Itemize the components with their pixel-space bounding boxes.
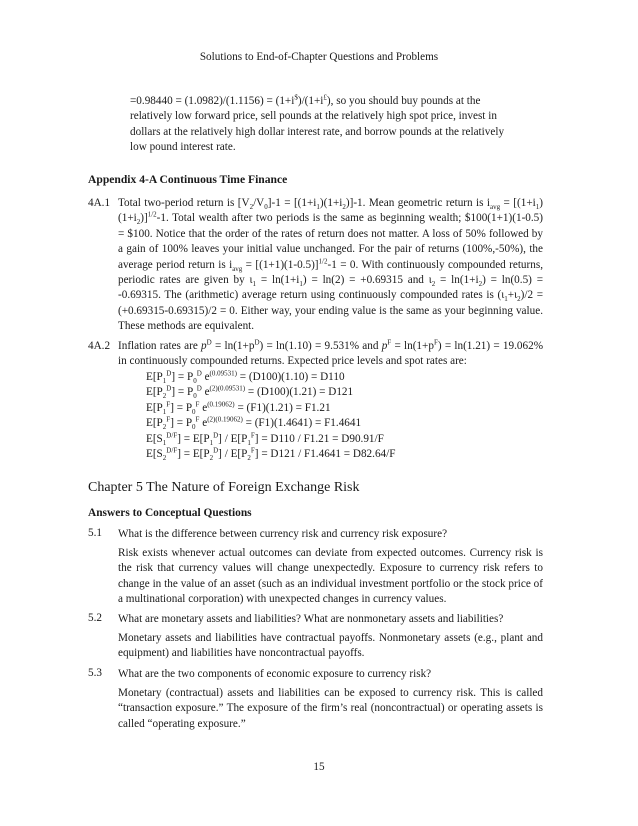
section-title: Answers to Conceptual Questions	[88, 507, 252, 519]
question-number: 5.3	[88, 667, 102, 679]
problem-number: 4A.1	[88, 197, 111, 209]
question-number: 5.2	[88, 612, 102, 624]
equation-line: $E[S_2^{D/F}] = E[P_2^D] / E[P_2^F] = D121 / F1.4641 = D82.64/F$	[146, 446, 396, 463]
question-text: What is the difference between currency risk and currency risk exposure?	[118, 528, 448, 540]
question-number: 5.1	[88, 527, 102, 539]
answer-4a1: Total two-period return is $[V_2/V_0]-1 = [(1+i_1)(1+i_2)]-1$. Mean geometric return is $i_{avg} = [(1+i_1)(1+i_2)]^{1/2}-1$. Total wealth after two periods is the same as beginning wealth; $100(1+1)(1-0.5) = $100. Notice that the order of the rates of return does not matter. A loss of 50% followed by a gain of 100% leaves your initial value unchanged. For the pair of returns (100%,-50%), the average period return is $i_{avg} = [(1+1)(1-0.5)]^{1/2}-1 = 0$. With continuously compounded returns, periodic rates are given by $\iota_1 = \ln(1+i_1) = \ln(2) = +0.69315$ and $\iota_2 = \ln(1+i_2) = \ln(0.5) = -0.69315$. The (arithmetic) average return using continuously compounded rates is $(\iota_1+\iota_2)/2 = (+0.69315-0.69315)/2 = 0$. Either way, your ending value is the same as your beginning value. These methods are equivalent.	[118, 197, 544, 333]
chapter-title: Chapter 5 The Nature of Foreign Exchange Risk	[88, 480, 360, 495]
question-text: What are the two components of economic exposure to currency risk?	[118, 668, 432, 680]
equation-line: $E[P_1^F] = P_0^F$ $e^{(0.19062)} = (F1)(1.21) = F1.21$	[146, 400, 331, 417]
page-number: 15	[313, 761, 325, 773]
price-level-equations	[146, 370, 395, 462]
question-text: What are monetary assets and liabilities? What are nonmonetary assets and liabilities?	[118, 613, 504, 625]
equation-line: $E[P_2^D] = P_0^D$ $e^{(2)(0.09531)} = (D100)(1.21) = D121$	[146, 384, 354, 401]
answer-4a2: Inflation rates are $p^D = \ln(1+p^D) = \ln(1.10) = 9.531\%$ and $p^F = \ln(1+p^F) = \ln(1.21) = 19.062\%$ in continuously compounded returns. Expected price levels and spot rates are:	[118, 338, 544, 368]
problem-number: 4A.2	[88, 340, 111, 352]
continuation-paragraph: =0.98440 = (1.0982)/(1.1156) = (1+i$)/(1+i£), so you should buy pounds at the relatively low forward price, sell pounds at the relatively high spot price, invest in dollars at the relatively high dollar interest rate, and borrow pounds at the relatively low pound interest rate.	[130, 93, 505, 154]
answer-text: Monetary (contractual) assets and liabilities can be exposed to currency risk. This is called “transaction exposure.” The exposure of the firm’s real (noncontractual) or operating assets is called “operating exposure.”	[118, 687, 543, 730]
equation-line: $E[S_1^{D/F}] = E[P_1^D] / E[P_1^F] = D110 / F1.21 = D90.91/F$	[146, 430, 384, 447]
answer-text: Monetary assets and liabilities have contractual payoffs. Nonmonetary assets (e.g., plant and equipment) and liabilities have noncontractual payoffs.	[118, 632, 543, 660]
running-header: Solutions to End-of-Chapter Questions and Problems	[199, 51, 439, 63]
equation-line: $E[P_2^F] = P_0^F$ $e^{(2)(0.19062)} = (F1)(1.4641) = F1.4641$	[146, 415, 362, 432]
appendix-title: Appendix 4-A Continuous Time Finance	[88, 173, 288, 186]
answer-text: Risk exists whenever actual outcomes can deviate from expected outcomes. Currency risk is the risk that currency values will change unexpectedly. Exposure to currency risk refers to change in the value of an asset (such as an individual investment portfolio or the stock price of a multinational corporation) with unexpected changes in currency values.	[118, 547, 543, 606]
equation-line: $E[P_1^D] = P_0^D$ $e^{(0.09531)} = (D100)(1.10) = D110$	[146, 369, 345, 386]
